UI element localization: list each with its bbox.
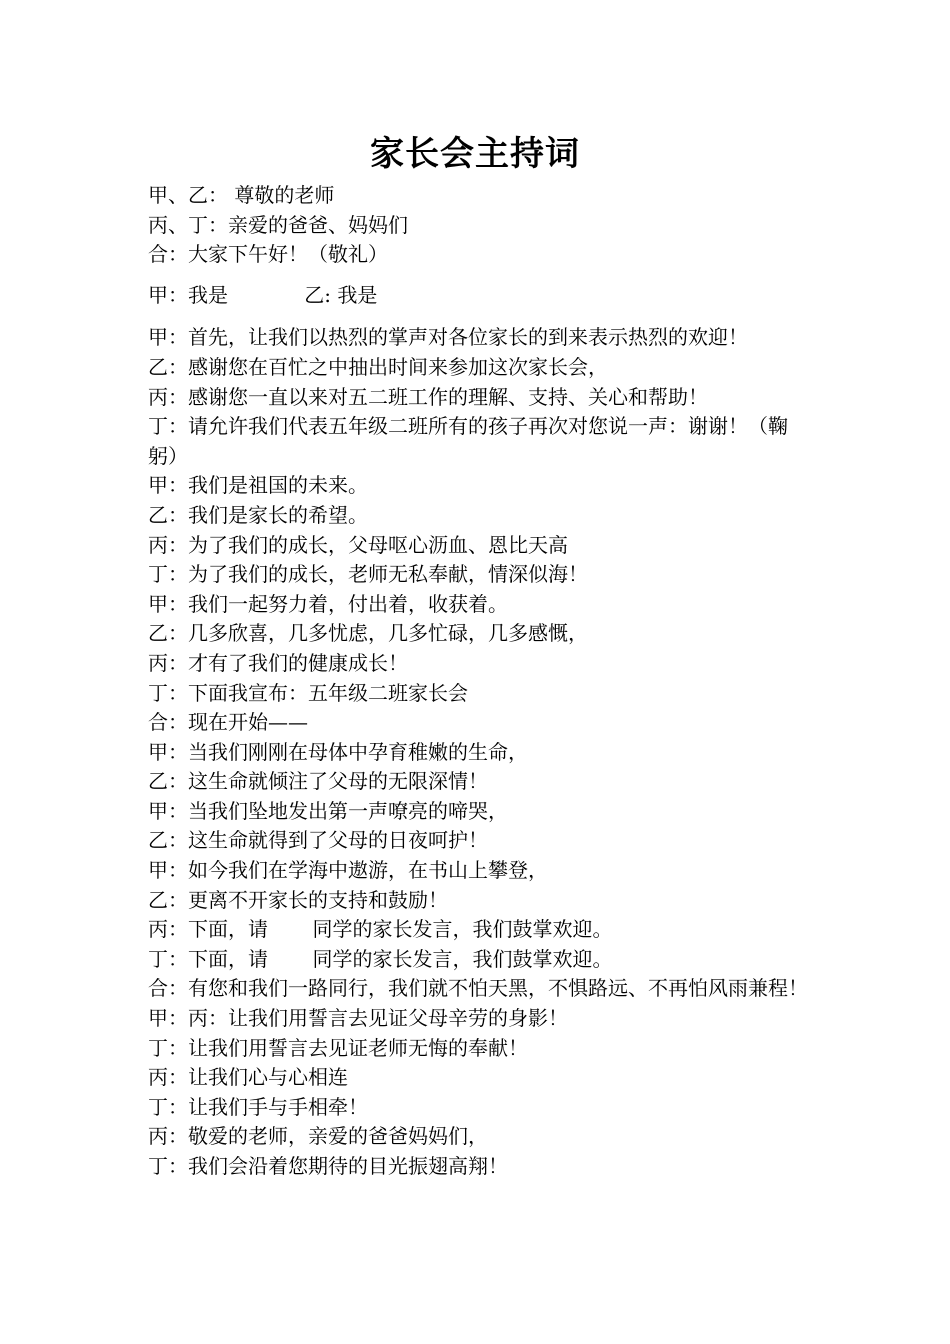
- script-line: 甲：当我们刚刚在母体中孕育稚嫩的生命，: [148, 739, 528, 764]
- script-line: 甲：我们一起努力着，付出着，收获着。: [148, 591, 508, 616]
- script-line: 乙：更离不开家长的支持和鼓励！: [148, 887, 448, 912]
- document-title: 家长会主持词: [370, 134, 580, 174]
- script-line: 甲：我是 乙: 我是: [148, 282, 378, 307]
- script-line: 乙：我们是家长的希望。: [148, 502, 368, 527]
- script-line: 乙：感谢您在百忙之中抽出时间来参加这次家长会，: [148, 354, 608, 379]
- script-line: 丁：我们会沿着您期待的目光振翅高翔！: [148, 1154, 508, 1178]
- script-line: 丙：才有了我们的健康成长！: [148, 650, 408, 675]
- script-line: 甲：我们是祖国的未来。: [148, 473, 368, 498]
- script-line: 乙：这生命就倾注了父母的无限深情！: [148, 769, 488, 794]
- script-line: 丙：下面，请 同学的家长发言，我们鼓掌欢迎。: [148, 917, 613, 942]
- script-line: 丁：下面，请 同学的家长发言，我们鼓掌欢迎。: [148, 946, 613, 971]
- script-line: 丙：敬爱的老师，亲爱的爸爸妈妈们，: [148, 1124, 488, 1149]
- script-line: 甲：当我们坠地发出第一声嘹亮的啼哭，: [148, 798, 508, 823]
- script-line: 丁：请允许我们代表五年级二班所有的孩子再次对您说一声：谢谢！（鞠躬）: [148, 414, 788, 468]
- script-line: 甲：丙：让我们用誓言去见证父母辛劳的身影！: [148, 1006, 568, 1031]
- script-line: 合：现在开始——: [148, 710, 308, 735]
- script-line: 丁：为了我们的成长，老师无私奉献，情深似海！: [148, 562, 588, 587]
- script-line: 丙：为了我们的成长，父母呕心沥血、恩比天高: [148, 532, 568, 557]
- script-line: 合：有您和我们一路同行，我们就不怕天黑，不惧路远、不再怕风雨兼程！: [148, 976, 808, 1001]
- script-line: 乙：这生命就得到了父母的日夜呵护！: [148, 828, 488, 853]
- script-line: 甲、乙： 尊敬的老师: [148, 183, 335, 207]
- script-line: 乙：几多欣喜，几多忧虑，几多忙碌，几多感慨，: [148, 621, 588, 646]
- script-line: 丙：让我们心与心相连: [148, 1065, 348, 1090]
- script-line: 丁：下面我宣布：五年级二班家长会: [148, 680, 468, 705]
- script-line: 丙：感谢您一直以来对五二班工作的理解、支持、关心和帮助！: [148, 384, 708, 409]
- script-line: 甲：如今我们在学海中遨游，在书山上攀登，: [148, 858, 548, 883]
- script-line: 甲：首先，让我们以热烈的掌声对各位家长的到来表示热烈的欢迎！: [148, 325, 748, 350]
- document-body: [148, 181, 808, 1182]
- script-line: 合：大家下午好！（敬礼）: [148, 242, 388, 267]
- script-line: 丁：让我们用誓言去见证老师无悔的奉献！: [148, 1035, 528, 1060]
- script-line: 丙、丁：亲爱的爸爸、妈妈们: [148, 212, 408, 237]
- script-line: 丁：让我们手与手相牵！: [148, 1094, 368, 1119]
